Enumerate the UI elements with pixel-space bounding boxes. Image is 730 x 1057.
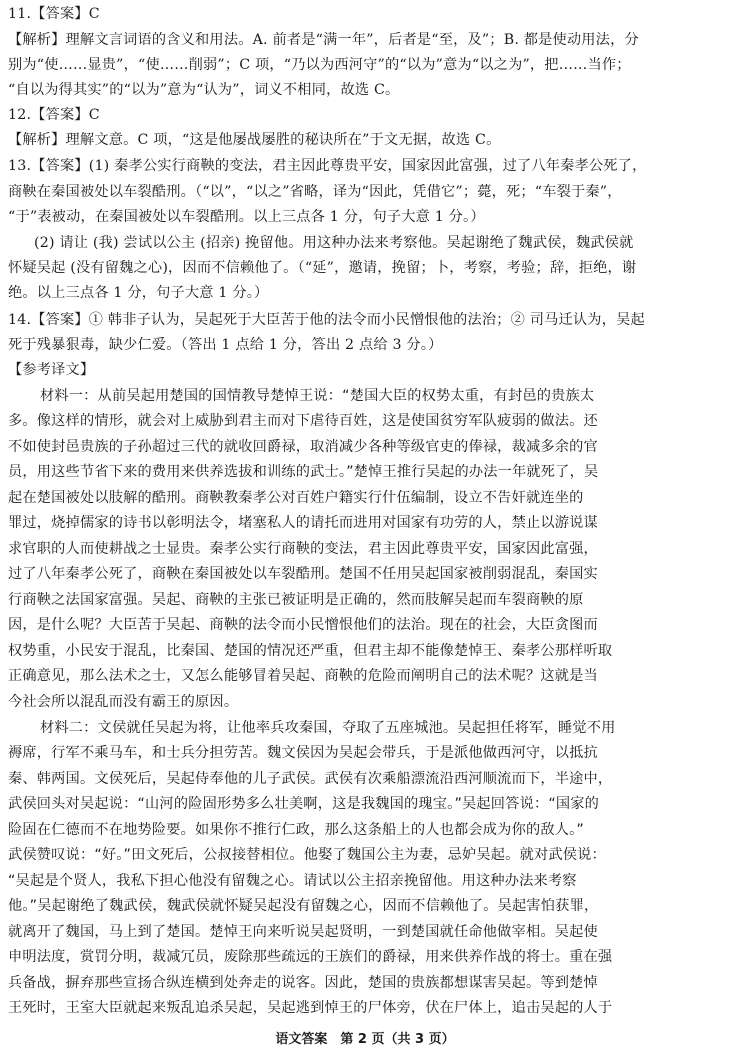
translation-line: 多。像这样的情形，就会对上威胁到君主而对下虐待百姓，这是使国贫穷军队疲弱的做法。还	[8, 413, 598, 429]
q14-answer-line: 14.【答案】① 韩非子认为，吴起死于大臣苦于他的法令而小民憎恨他的法治；② 司马迁认为，吴起	[8, 312, 645, 328]
page-footer: 语文答案 第 2 页（共 3 页）	[275, 1032, 455, 1047]
translation-line: 武侯赞叹说：“好。”田文死后，公叔接替相位。他娶了魏国公主为妻，忌妒吴起。就对武侯说：	[8, 847, 606, 863]
q14-answer-line: 死于残暴狠毒，缺少仁爱。（答出 1 点给 1 分，答出 2 点给 3 分。）	[8, 337, 443, 353]
q13-part2-line: (2) 请让 (我) 尝试以公主 (招亲) 挽留他。用这种办法来考察他。吴起谢绝了魏武侯，魏武侯就	[34, 235, 634, 251]
q11-answer: 11.【答案】C	[8, 6, 100, 22]
translation-line: “吴起是个贤人，我私下担心他没有留魏之心。请试以公主招亲挽留他。用这种办法来考察	[8, 873, 577, 889]
q13-part2-line: 怀疑吴起 (没有留魏之心)，因而不信赖他了。（“延”，邀请，挽留；卜，考察，考验；辞，拒绝，谢	[8, 260, 637, 276]
translation-line: 过了八年秦孝公死了，商鞅在秦国被处以车裂酷刑。楚国不任用吴起国家被削弱混乱，秦国实	[8, 566, 598, 582]
translation-line: 求官职的人而使耕战之士显贵。秦孝公实行商鞅的变法，君主因此尊贵平安，国家因此富强，	[8, 541, 598, 557]
translation-line: 王死时，王室大臣就起来叛乱追杀吴起，吴起逃到悼王的尸体旁，伏在尸体上，追击吴起的人于	[8, 1000, 613, 1016]
translation-line: 行商鞅之法国家富强。吴起、商鞅的主张已被证明是正确的，然而肢解吴起而车裂商鞅的原	[8, 592, 584, 608]
q13-answer-line: 商鞅在秦国被处以车裂酷刑。（“以”，“以之”省略，译为“因此，凭借它”；薨，死；“车裂于秦”，	[8, 184, 622, 200]
q11-analysis-line: 别为“使……显贵”，“使……削弱”；C 项，“乃以为西河守”的“以为”意为“以之为”，把……当作；	[8, 57, 631, 73]
translation-line: 险固在仁德而不在地势险要。如果你不推行仁政，那么这条船上的人也都会成为你的敌人。”	[8, 822, 584, 838]
q13-answer-line: 13.【答案】(1) 秦孝公实行商鞅的变法，君主因此尊贵平安，国家因此富强，过了八年秦孝公死了，	[8, 158, 647, 174]
translation-line: 权势重，小民安于混乱，比秦国、楚国的情况还严重，但君主却不能像楚悼王、秦孝公那样听取	[8, 643, 613, 659]
translation-line: 因，是什么呢？大臣苦于吴起、商鞅的法令而小民憎恨他们的法治。现在的社会，大臣贪图而	[8, 617, 598, 633]
translation-line: 申明法度，赏罚分明，裁减冗员，废除那些疏远的王族们的爵禄，用来供养作战的将士。重在强	[8, 949, 613, 965]
translation-line: 罪过，烧掉儒家的诗书以彰明法令，堵塞私人的请托而进用对国家有功劳的人，禁止以游说谋	[8, 515, 598, 531]
translation-line: 他。”吴起谢绝了魏武侯，魏武侯就怀疑吴起没有留魏之心，因而不信赖他了。吴起害怕获罪，	[8, 898, 599, 914]
q13-answer-line: “于”表被动，在秦国被处以车裂酷刑。以上三点各 1 分，句子大意 1 分。）	[8, 209, 485, 225]
q11-analysis-line: 【解析】理解文言词语的含义和用法。A. 前者是“满一年”，后者是“至，及”；B. 都是使动用法，分	[8, 32, 639, 48]
translation-line: 起在楚国被处以肢解的酷刑。商鞅教秦孝公对百姓户籍实行什伍编制，设立不告奸就连坐的	[8, 490, 584, 506]
translation-line: 材料二：文侯就任吴起为将，让他率兵攻秦国，夺取了五座城池。吴起担任将军，睡觉不用	[40, 720, 616, 736]
q12-analysis-line: 【解析】理解文意。C 项，“这是他屡战屡胜的秘诀所在”于文无据，故选 C。	[8, 132, 501, 148]
q13-part2-line: 绝。以上三点各 1 分，句子大意 1 分。）	[8, 285, 269, 301]
translation-line: 材料一：从前吴起用楚国的国情教导楚悼王说：“楚国大臣的权势太重，有封邑的贵族太	[40, 388, 595, 404]
translation-line: 正确意见，那么法术之士，又怎么能够冒着吴起、商鞅的危险而阐明自己的法术呢？这就是当	[8, 668, 598, 684]
translation-line: 今社会所以混乱而没有霸王的原因。	[8, 694, 239, 710]
q12-answer: 12.【答案】C	[8, 107, 100, 123]
reference-translation-heading: 【参考译文】	[8, 362, 95, 378]
translation-line: 不如使封邑贵族的子孙超过三代的就收回爵禄，取消减少各种等级官吏的俸禄，裁减多余的官	[8, 439, 598, 455]
translation-line: 就离开了魏国，马上到了楚国。楚悼王向来听说吴起贤明，一到楚国就任命他做宰相。吴起使	[8, 924, 598, 940]
translation-line: 褥席，行军不乘马车，和士兵分担劳苦。魏文侯因为吴起会带兵，于是派他做西河守，以抵抗	[8, 745, 598, 761]
q11-analysis-line: “自以为得其实”的“以为”意为“认为”，词义不相同，故选 C。	[8, 82, 400, 98]
translation-line: 员，用这些节省下来的费用来供养选拔和训练的武士。”楚悼王推行吴起的办法一年就死了，吴	[8, 464, 599, 480]
translation-line: 秦、韩两国。文侯死后，吴起侍奉他的儿子武侯。武侯有次乘船漂流沿西河顺流而下，半途中，	[8, 771, 613, 787]
translation-line: 武侯回头对吴起说：“山河的险固形势多么壮美啊，这是我魏国的瑰宝。”吴起回答说：“国家的	[8, 796, 600, 812]
translation-line: 兵备战，摒弃那些宣扬合纵连横到处奔走的说客。因此，楚国的贵族都想谋害吴起。等到楚悼	[8, 975, 598, 991]
